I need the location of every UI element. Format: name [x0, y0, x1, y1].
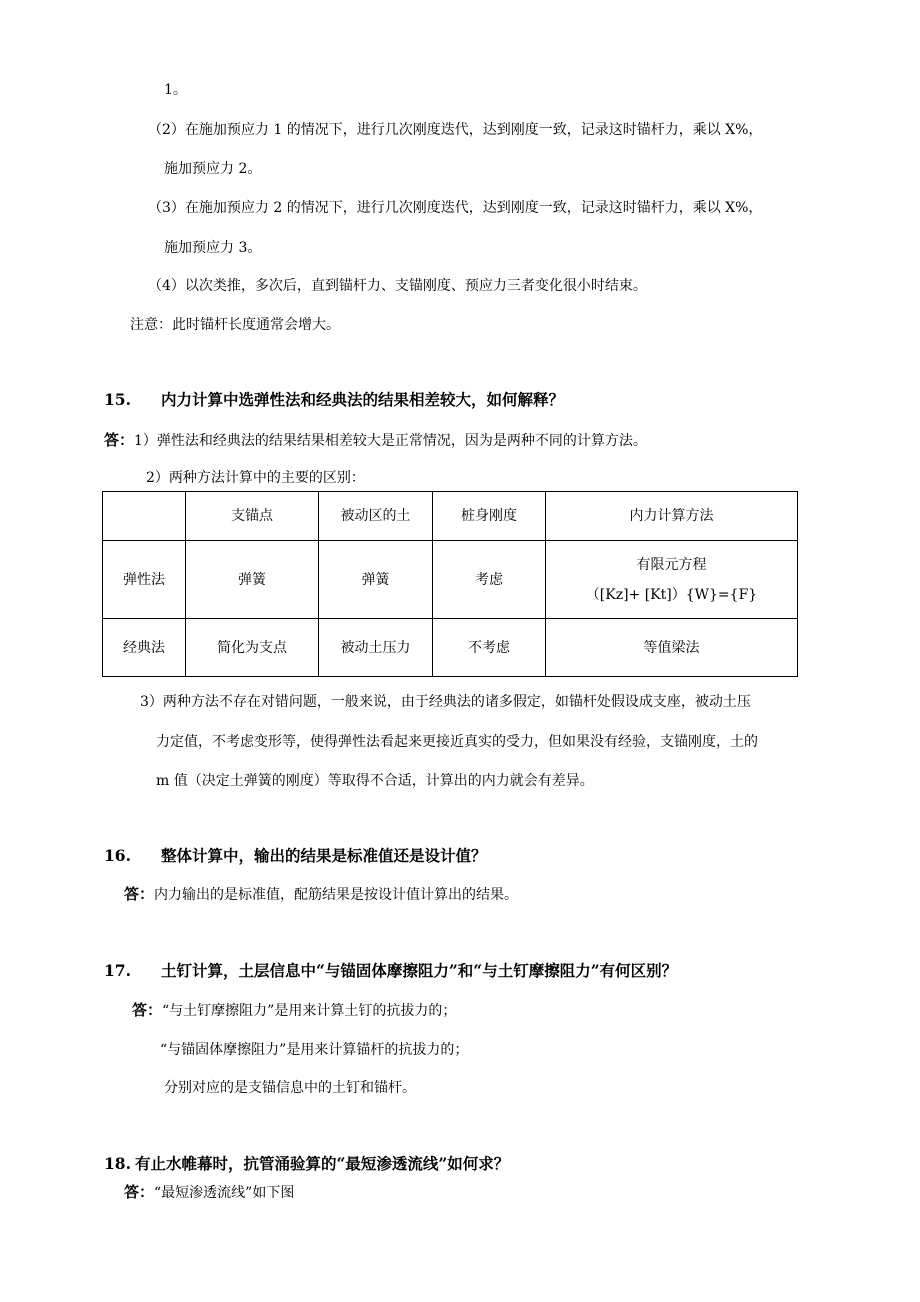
- calc-formula: （[Kz]+ [Kt]）{W}={F}: [585, 586, 758, 603]
- q16-answer: [124, 884, 518, 905]
- q15-number: 15.: [104, 390, 131, 409]
- table-header-empty: [103, 492, 186, 541]
- table-row-classic: [103, 619, 798, 677]
- cell-stiffness: 不考虑: [433, 619, 546, 677]
- table-header-row: [103, 492, 798, 541]
- answer-label: 答：: [104, 431, 135, 449]
- cell-passive: 被动土压力: [319, 619, 433, 677]
- q16-a1-text: 内力输出的是标准值，配筋结果是按设计值计算出的结果。: [154, 887, 519, 903]
- q17-answer-3: 分别对应的是支锚信息中的土钉和锚杆。: [164, 1080, 416, 1096]
- q18-number: 18.: [104, 1154, 131, 1173]
- q16-heading: [104, 846, 486, 866]
- q15-heading: [104, 390, 564, 410]
- q18-answer: [124, 1182, 294, 1203]
- q15-answer-3-line2: 力定值，不考虑变形等，使得弹性法看起来更接近真实的受力，但如果没有经验，支锚刚度，土的: [156, 734, 758, 750]
- cell-calc: [546, 541, 798, 619]
- answer-label: 答：: [132, 1001, 163, 1019]
- cell-method: 经典法: [103, 619, 186, 677]
- cell-support: 简化为支点: [186, 619, 319, 677]
- q18-a1-text: “最短渗透流线”如下图: [154, 1185, 295, 1201]
- q15-answer-2: 2）两种方法计算中的主要的区别：: [146, 470, 365, 486]
- step-2-cont: 施加预应力 2。: [164, 161, 262, 177]
- cell-calc: 等值梁法: [546, 619, 798, 677]
- q17-answer-2: “与锚固体摩擦阻力”是用来计算锚杆的抗拔力的；: [160, 1042, 469, 1058]
- step-4: （4）以次类推，多次后，直到锚杆力、支锚刚度、预应力三者变化很小时结束。: [148, 278, 647, 294]
- q15-title: 内力计算中选弹性法和经典法的结果相差较大，如何解释？: [160, 390, 564, 409]
- q17-number: 17.: [104, 961, 131, 980]
- calc-fem: 有限元方程: [636, 556, 707, 573]
- answer-label: 答：: [124, 885, 155, 903]
- q18-heading: [104, 1154, 509, 1174]
- table-header-calc: 内力计算方法: [546, 492, 798, 541]
- q17-title: 土钉计算，土层信息中“与锚固体摩擦阻力”和“与土钉摩擦阻力”有何区别？: [160, 961, 678, 980]
- table-row-elastic: [103, 541, 798, 619]
- cell-method: 弹性法: [103, 541, 186, 619]
- step-1-tail: 1。: [164, 82, 187, 98]
- cell-passive: 弹簧: [319, 541, 433, 619]
- step-2: （2）在施加预应力 1 的情况下，进行几次刚度迭代，达到刚度一致，记录这时锚杆力，乘以 X%，: [148, 122, 763, 138]
- comparison-table: [102, 491, 798, 677]
- q15-answer-3-line1: 3）两种方法不存在对错问题，一般来说，由于经典法的诸多假定，如锚杆处假设成支座，被动土压: [140, 694, 751, 710]
- table-header-stiffness: 桩身刚度: [433, 492, 546, 541]
- q18-title: 有止水帷幕时，抗管涌验算的“最短渗透流线”如何求？: [134, 1154, 510, 1173]
- q17-a1-text: “与土钉摩擦阻力”是用来计算土钉的抗拔力的；: [162, 1003, 457, 1019]
- step-3-cont: 施加预应力 3。: [164, 240, 262, 256]
- q16-number: 16.: [104, 846, 131, 865]
- answer-label: 答：: [124, 1183, 155, 1201]
- table-header-passive: 被动区的土: [319, 492, 433, 541]
- q15-answer-1: [104, 430, 647, 451]
- cell-support: 弹簧: [186, 541, 319, 619]
- q16-title: 整体计算中，输出的结果是标准值还是设计值？: [160, 846, 487, 865]
- table-header-support: 支锚点: [186, 492, 319, 541]
- cell-stiffness: 考虑: [433, 541, 546, 619]
- q17-answer-1: [132, 1000, 456, 1021]
- step-3: （3）在施加预应力 2 的情况下，进行几次刚度迭代，达到刚度一致，记录这时锚杆力，乘以 X%，: [148, 200, 763, 216]
- q17-heading: [104, 961, 677, 981]
- q15-answer-3-line3: m 值（决定土弹簧的刚度）等取得不合适，计算出的内力就会有差异。: [156, 773, 594, 789]
- q15-a1-text: 1）弹性法和经典法的结果结果相差较大是正常情况，因为是两种不同的计算方法。: [134, 433, 647, 449]
- note: 注意：此时锚杆长度通常会增大。: [130, 317, 340, 333]
